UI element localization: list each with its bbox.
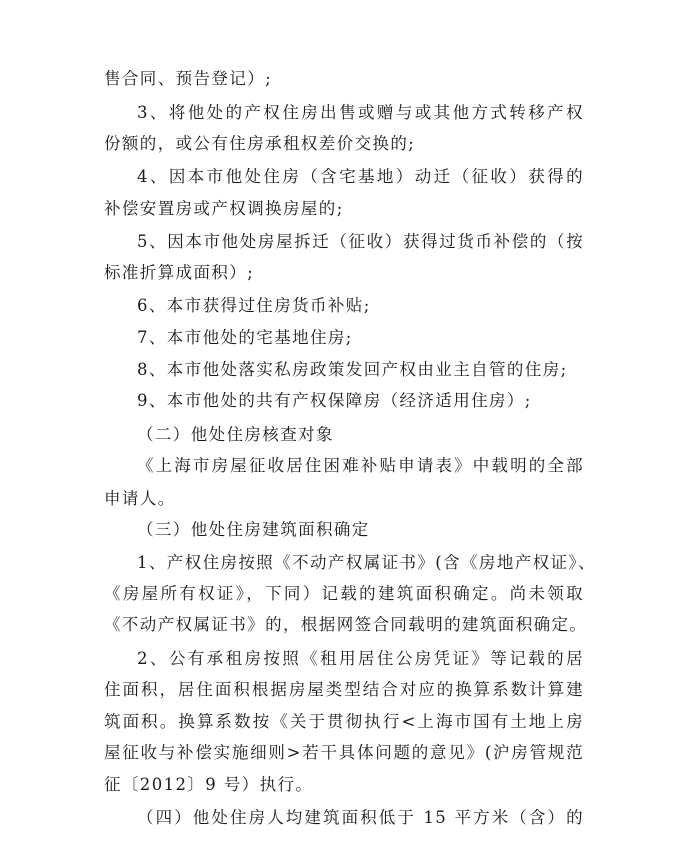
text-line: 7、本市他处的宅基地住房; [137, 328, 353, 347]
text-line: 住面积，居住面积根据房屋类型结合对应的换算系数计算建 [104, 680, 584, 699]
text-line: 1、产权住房按照《不动产权属证书》(含《房地产权证》、 [137, 553, 596, 572]
text-line: 《上海市房屋征收居住困难补贴申请表》中载明的全部 [137, 456, 584, 475]
text-line: 征〔2012〕9 号）执行。 [104, 775, 314, 794]
text-line: 份额的，或公有住房承租权差价交换的; [104, 134, 416, 153]
text-line: 6、本市获得过住房货币补贴; [137, 296, 371, 315]
text-line: 5、因本市他处房屋拆迁（征收）获得过货币补偿的（按 [137, 232, 584, 251]
text-line: 标准折算成面积）; [104, 263, 255, 282]
text-line: 屋征收与补偿实施细则>若干具体问题的意见》(沪房管规范 [104, 743, 584, 762]
text-line: 8、本市他处落实私房政策发回产权由业主自管的住房; [137, 360, 568, 379]
section-heading: （三）他处住房建筑面积确定 [137, 520, 370, 539]
text-line: 4、因本市他处住房（含宅基地）动迁（征收）获得的 [137, 167, 584, 186]
text-line: 申请人。 [104, 489, 176, 508]
text-line: 补偿安置房或产权调换房屋的; [104, 199, 344, 218]
text-line: 售合同、预告登记）; [104, 69, 273, 88]
section-heading: （二）他处住房核查对象 [137, 425, 334, 444]
text-line: 3、将他处的产权住房出售或赠与或其他方式转移产权 [137, 103, 584, 122]
text-line: 9、本市他处的共有产权保障房（经济适用住房）; [137, 391, 532, 410]
text-line: 2、公有承租房按照《租用居住公房凭证》等记载的居 [137, 649, 584, 668]
text-line: 《不动产权属证书》的，根据网签合同载明的建筑面积确定。 [104, 615, 588, 634]
section-heading: （四）他处住房人均建筑面积低于 15 平方米（含）的 [137, 808, 584, 827]
text-line: 筑面积。换算系数按《关于贯彻执行<上海市国有土地上房 [104, 712, 584, 731]
text-line: 《房屋所有权证》，下同）记载的建筑面积确定。尚未领取 [104, 584, 584, 603]
